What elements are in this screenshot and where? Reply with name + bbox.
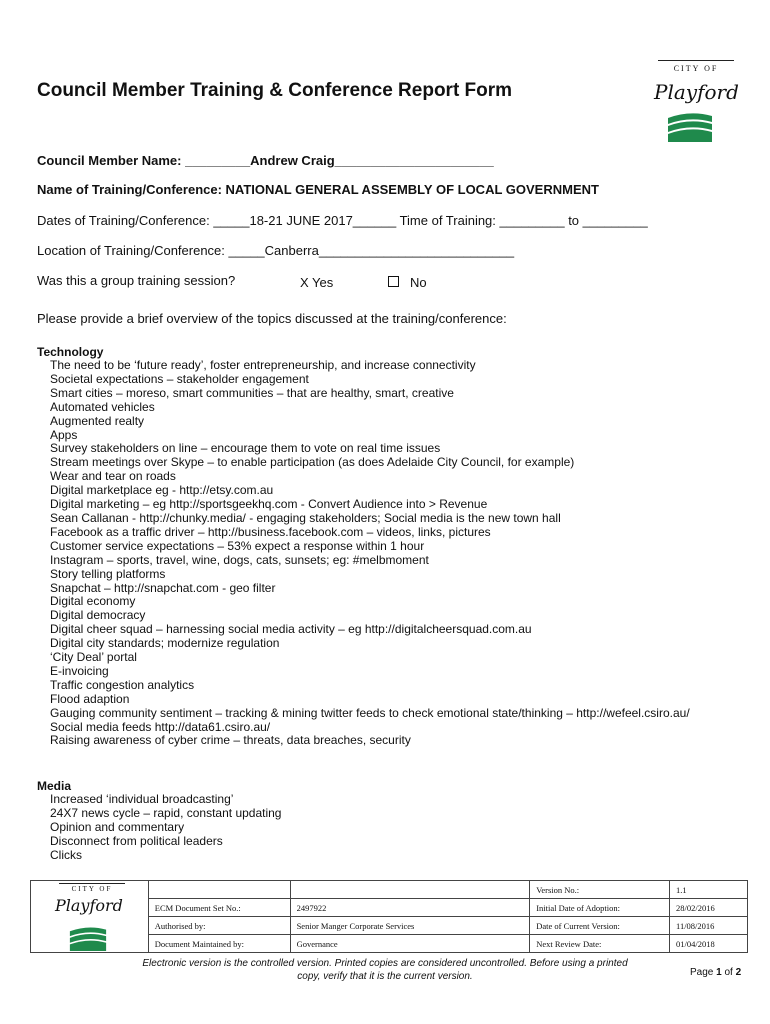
list-item: Digital democracy (50, 608, 146, 623)
table-cell: 28/02/2016 (670, 899, 748, 917)
list-item: Social media feeds http://data61.csiro.au/ (50, 719, 271, 734)
table-cell: Authorised by: (148, 917, 290, 935)
list-item: Facebook as a traffic driver – http://business.facebook.com – videos, links, pictures (50, 524, 491, 539)
list-item: Customer service expectations – 53% expect a response within 1 hour (50, 538, 425, 553)
page-current: 1 (716, 967, 722, 978)
page-prefix: Page (690, 967, 717, 978)
no-option: No (410, 275, 427, 290)
page-number (690, 967, 741, 978)
footer-logo-cell (31, 881, 149, 953)
list-item: Stream meetings over Skype – to enable participation (as does Adelaide City Council, for example) (50, 455, 575, 470)
list-item: Digital city standards; modernize regulation (50, 636, 280, 651)
conference-name-field: Name of Training/Conference: NATIONAL GENERAL ASSEMBLY OF LOCAL GOVERNMENT (37, 182, 599, 197)
list-item: Wear and tear on roads (50, 469, 176, 484)
footer-playford-logo (53, 883, 133, 953)
table-cell: Initial Date of Adoption: (530, 899, 670, 917)
list-item: Instagram – sports, travel, wine, dogs, cats, sunsets; eg: #melbmoment (50, 552, 429, 567)
list-item: Digital marketplace eg - http://etsy.com.au (50, 483, 274, 498)
media-list (50, 793, 281, 863)
table-cell: Next Review Date: (530, 935, 670, 953)
list-item: Traffic congestion analytics (50, 677, 195, 692)
table-cell: 1.1 (670, 881, 748, 899)
list-item: ‘City Deal’ portal (50, 650, 137, 665)
no-checkbox[interactable] (388, 276, 399, 287)
list-item: Apps (50, 427, 78, 442)
list-item: E-invoicing (50, 663, 109, 678)
list-item: Disconnect from political leaders (50, 833, 223, 848)
list-item: Gauging community sentiment – tracking & mining twitter feeds to check emotional state/thinking – http://wefeel.csiro.au/ (50, 705, 690, 720)
footer-logo-hills-icon (69, 923, 107, 951)
yes-option: X Yes (300, 275, 334, 290)
list-item: Snapchat – http://snapchat.com - geo filter (50, 580, 276, 595)
list-item: Survey stakeholders on line – encourage them to vote on real time issues (50, 441, 441, 456)
table-cell: Governance (290, 935, 530, 953)
list-item: Digital marketing – eg http://sportsgeekhq.com - Convert Audience into > Revenue (50, 497, 488, 512)
overview-prompt: Please provide a brief overview of the topics discussed at the training/conference: (37, 311, 507, 326)
logo-script-name: Playford (654, 80, 739, 104)
group-question: Was this a group training session? (37, 273, 236, 288)
table-cell: Document Maintained by: (148, 935, 290, 953)
table-cell: ECM Document Set No.: (148, 899, 290, 917)
logo-hills-icon (668, 108, 712, 142)
list-item: Story telling platforms (50, 566, 166, 581)
table-cell (290, 881, 530, 899)
page-total: 2 (735, 967, 742, 978)
controlled-version-note: Electronic version is the controlled version. Printed copies are considered uncontrolled. Before using a printed copy, verify that it is the current version. (142, 958, 628, 982)
page-of: of (721, 967, 736, 978)
logo-city-label: CITY OF (673, 64, 719, 73)
member-name-field: Council Member Name: _________Andrew Craig______________________ (37, 153, 494, 168)
list-item: Increased ‘individual broadcasting’ (50, 792, 234, 806)
media-heading: Media (37, 779, 72, 793)
page-title: Council Member Training & Conference Report Form (37, 80, 513, 101)
technology-list (50, 359, 690, 748)
table-cell: 01/04/2018 (670, 935, 748, 953)
list-item: Flood adaption (50, 691, 130, 706)
table-cell (148, 881, 290, 899)
list-item: Clicks (50, 847, 82, 862)
footer-logo-city-label: CITY OF (71, 885, 113, 893)
document-control-table (30, 880, 748, 953)
table-cell: 11/08/2016 (670, 917, 748, 935)
list-item: Digital cheer squad – harnessing social media activity – eg http://digitalcheersquad.com.au (50, 622, 532, 637)
list-item: Sean Callanan - http://chunky.media/ - engaging stakeholders; Social media is the new town hall (50, 510, 561, 525)
table-cell: 2497922 (290, 899, 530, 917)
city-of-playford-logo (650, 60, 740, 150)
list-item: Societal expectations – stakeholder engagement (50, 371, 309, 386)
location-field: Location of Training/Conference: _____Canberra___________________________ (37, 243, 515, 258)
technology-heading: Technology (37, 345, 104, 359)
list-item: The need to be ‘future ready’, foster entrepreneurship, and increase connectivity (50, 358, 476, 372)
table-cell: Version No.: (530, 881, 670, 899)
table-cell: Senior Manger Corporate Services (290, 917, 530, 935)
list-item: Automated vehicles (50, 399, 155, 414)
table-row (31, 881, 748, 899)
list-item: Digital economy (50, 594, 136, 609)
list-item: Opinion and commentary (50, 819, 185, 834)
list-item: Smart cities – moreso, smart communities – that are healthy, smart, creative (50, 385, 454, 400)
list-item: Raising awareness of cyber crime – threats, data breaches, security (50, 733, 411, 748)
table-cell: Date of Current Version: (530, 917, 670, 935)
dates-field: Dates of Training/Conference: _____18-21 JUNE 2017______ Time of Training: _________ to _________ (37, 213, 648, 228)
list-item: 24X7 news cycle – rapid, constant updating (50, 805, 282, 820)
list-item: Augmented realty (50, 413, 145, 428)
footer-logo-script-name: Playford (55, 896, 123, 915)
